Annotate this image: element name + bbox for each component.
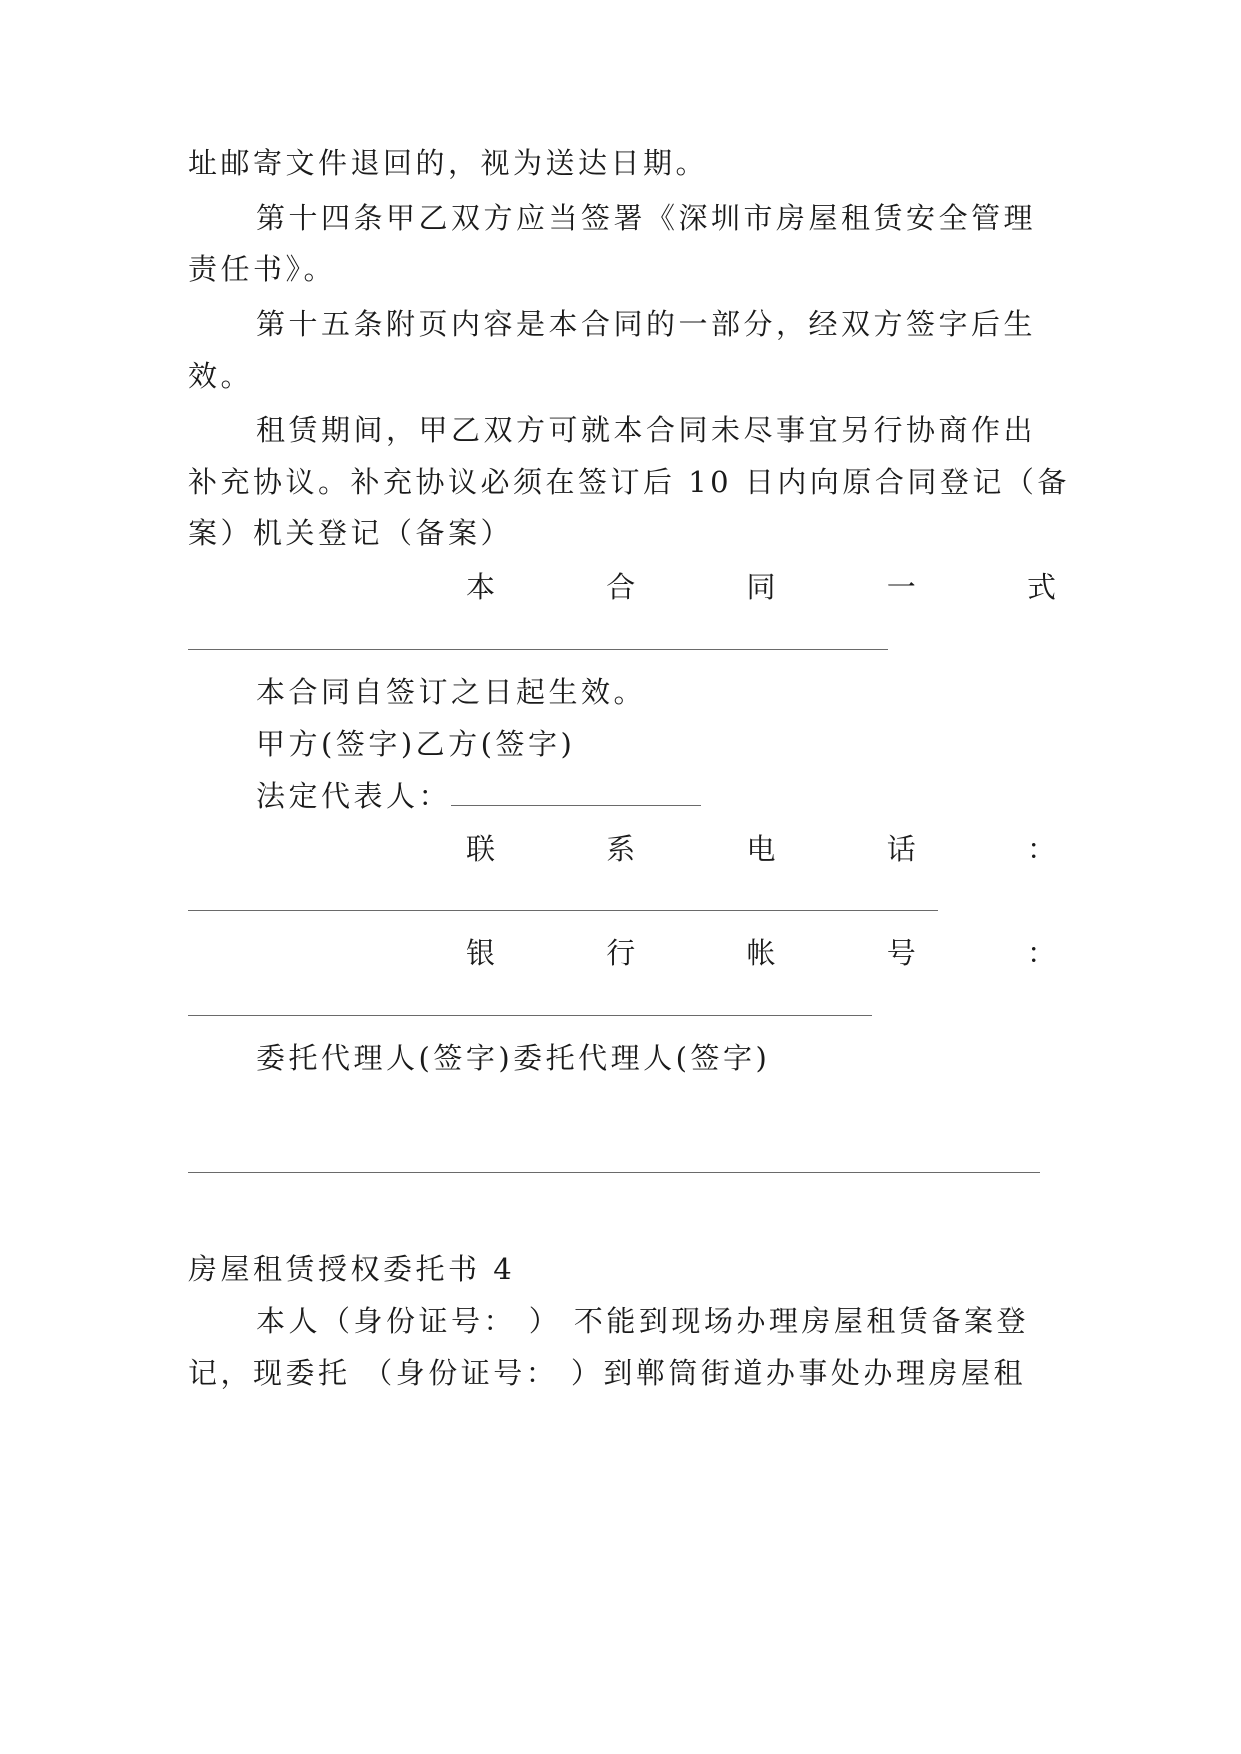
phone-char: 电 bbox=[746, 832, 776, 866]
phone-char: 话 bbox=[886, 832, 916, 866]
phone-row bbox=[466, 829, 1056, 869]
phone-char: ： bbox=[1026, 832, 1056, 866]
article-15-line1: 第十五条附页内容是本合同的一部分，经双方签字后生 bbox=[256, 307, 1037, 341]
bank-row bbox=[466, 933, 1056, 973]
authorization-line2: 记，现委托 （身份证号： ）到郸筒街道办事处办理房屋租 bbox=[188, 1356, 1026, 1390]
bank-char: 银 bbox=[466, 936, 496, 970]
authorization-line1: 本人（身份证号： ） 不能到现场办理房屋租赁备案登 bbox=[256, 1304, 1029, 1338]
bank-char: 行 bbox=[606, 936, 636, 970]
supplement-line1: 租赁期间，甲乙双方可就本合同未尽事宜另行协商作出 bbox=[256, 413, 1037, 447]
copies-char: 本 bbox=[466, 570, 496, 604]
section-title: 房屋租赁授权委托书 4 bbox=[188, 1252, 516, 1286]
blank-rule-copies bbox=[188, 649, 888, 650]
phone-char: 联 bbox=[466, 832, 496, 866]
supplement-line3: 案）机关登记（备案） bbox=[188, 516, 514, 550]
effective-clause: 本合同自签订之日起生效。 bbox=[256, 675, 647, 709]
paragraph-line: 址邮寄文件退回的，视为送达日期。 bbox=[188, 146, 709, 180]
legal-rep-line bbox=[256, 776, 1056, 816]
agent-signatures: 委托代理人(签字)委托代理人(签字) bbox=[256, 1041, 771, 1075]
bank-char: 号 bbox=[886, 936, 916, 970]
copies-char: 一 bbox=[886, 570, 916, 604]
phone-char: 系 bbox=[606, 832, 636, 866]
copies-char: 式 bbox=[1026, 570, 1056, 604]
article-14-line2: 责任书》。 bbox=[188, 252, 337, 286]
signature-labels: 甲方(签字)乙方(签字) bbox=[256, 727, 576, 761]
bank-char: ： bbox=[1026, 936, 1056, 970]
blank-rule-agents bbox=[188, 1172, 1040, 1173]
copies-char: 同 bbox=[746, 570, 776, 604]
bank-char: 帐 bbox=[746, 936, 776, 970]
copies-row bbox=[466, 567, 1056, 607]
blank-rule-bank bbox=[188, 1015, 872, 1016]
copies-char: 合 bbox=[606, 570, 636, 604]
blank-rule-phone bbox=[188, 910, 938, 911]
article-14-line1: 第十四条甲乙双方应当签署《深圳市房屋租赁安全管理 bbox=[256, 201, 1037, 235]
legal-rep-label: 法定代表人： bbox=[256, 779, 452, 813]
supplement-line2: 补充协议。补充协议必须在签订后 10 日内向原合同登记（备 bbox=[188, 465, 1070, 499]
article-15-line2: 效。 bbox=[188, 359, 254, 393]
legal-rep-blank[interactable] bbox=[451, 779, 701, 806]
